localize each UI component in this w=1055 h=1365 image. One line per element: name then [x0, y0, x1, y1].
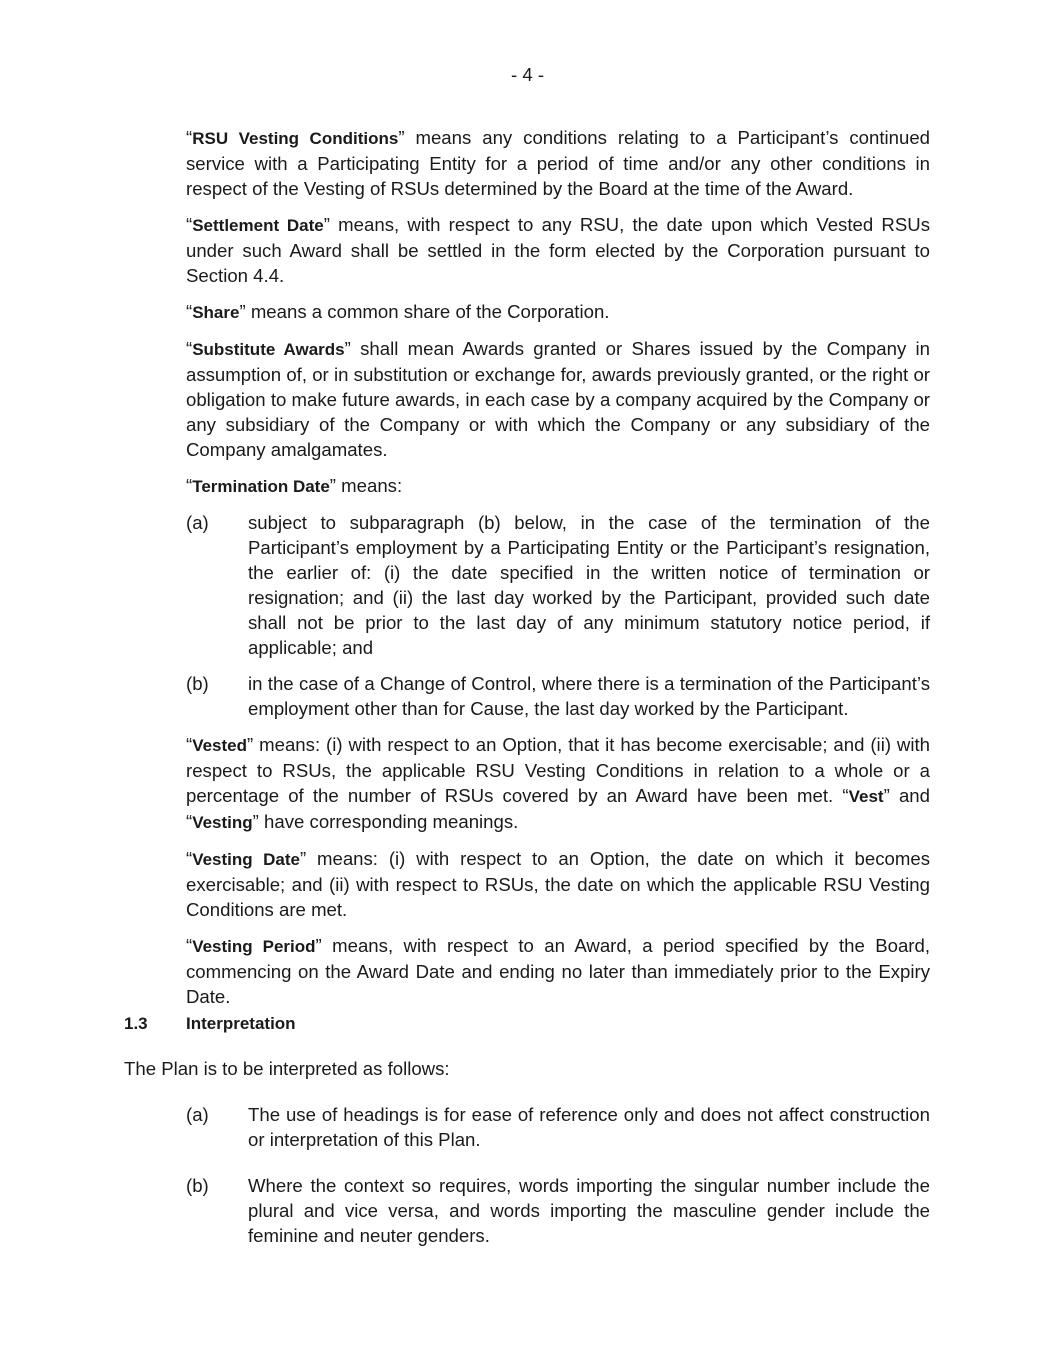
- quote-close: ”: [398, 127, 405, 148]
- defined-term: Vesting: [192, 813, 253, 832]
- definition-text: means: (i) with respect to an Option, that it has become exercisable; and (ii) with respect to RSUs, the applicable RSU Vesting Conditions in relation to a whole or a percentage of the number of RSUs covered by an Award have been met.: [186, 734, 930, 806]
- defined-term: Termination Date: [192, 477, 330, 496]
- section-title: Interpretation: [186, 1014, 296, 1033]
- page-number: - 4 -: [510, 64, 545, 85]
- quote-open: “: [842, 785, 849, 806]
- list-item: [186, 1173, 930, 1248]
- definition-text: means:: [336, 475, 403, 496]
- definition-text: have corresponding meanings.: [258, 811, 519, 832]
- list-item: [186, 1102, 930, 1152]
- definition-rsu-vesting-conditions: [186, 125, 930, 201]
- definition-vested: [186, 732, 930, 835]
- definition-substitute-awards: [186, 336, 930, 462]
- list-item-text: in the case of a Change of Control, where there is a termination of the Participant’s employment other than for Cause, the last day worked by the Participant.: [248, 673, 930, 719]
- defined-term: RSU Vesting Conditions: [192, 129, 399, 148]
- list-item: [186, 510, 930, 660]
- definition-text: means a common share of the Corporation.: [245, 301, 610, 322]
- quote-open: “: [186, 848, 193, 869]
- definition-text: means, with respect to any RSU, the date upon which Vested RSUs under such Award shall be settled in the form elected by the Corporation pursuant to Section 4.4.: [186, 214, 930, 286]
- defined-term: Settlement Date: [192, 216, 324, 235]
- quote-open: “: [186, 475, 193, 496]
- section-intro: The Plan is to be interpreted as follows:: [124, 1058, 450, 1079]
- definition-text: and: [889, 785, 930, 806]
- definition-text: means, with respect to an Award, a period specified by the Board, commencing on the Award Date and ending no later than immediately prior to the Expiry Date.: [186, 935, 930, 1007]
- quote-open: “: [186, 214, 193, 235]
- definition-text: means any conditions relating to a Participant’s continued service with a Participating Entity for a period of time and/or any other conditions in respect of the Vesting of RSUs determined by the Board at the time of the Award.: [186, 127, 930, 199]
- definition-settlement-date: [186, 212, 930, 288]
- interpretation-list: [186, 1102, 930, 1269]
- quote-open: “: [186, 338, 193, 359]
- defined-term: Vesting Period: [192, 937, 316, 956]
- list-item-text: subject to subparagraph (b) below, in the case of the termination of the Participant’s employment by a Participating Entity or the Participant’s resignation, the earlier of: (i) the date specified in the written notice of termination or resignation; and (ii) the last day worked by the Participant, provided such date shall not be prior to the last day of any minimum statutory notice period, if applicable; and: [248, 512, 930, 658]
- quote-open: “: [186, 734, 193, 755]
- list-marker: (a): [186, 512, 209, 533]
- quote-close: ”: [344, 338, 351, 359]
- quote-open: “: [186, 935, 193, 956]
- defined-term: Vested: [192, 736, 248, 755]
- list-item-text: Where the context so requires, words importing the singular number include the plural and vice versa, and words importing the masculine gender include the feminine and neuter genders.: [248, 1175, 930, 1246]
- definition-share: [186, 299, 930, 325]
- quote-close: ”: [323, 214, 330, 235]
- definitions-block: [186, 125, 930, 1020]
- definition-termination-date: [186, 473, 930, 499]
- definition-text: shall mean Awards granted or Shares issued by the Company in assumption of, or in substitution or exchange for, awards previously granted, or the right or obligation to make future awards, in each case by a company acquired by the Company or any subsidiary of the Company or with which the Company or any subsidiary of the Company amalgamates.: [186, 338, 930, 460]
- defined-term: Vesting Date: [192, 850, 300, 869]
- defined-term: Share: [192, 303, 240, 322]
- quote-open: “: [186, 301, 193, 322]
- termination-date-list: [186, 510, 930, 721]
- list-marker: (b): [186, 1175, 209, 1196]
- defined-term: Substitute Awards: [192, 340, 345, 359]
- quote-open: “: [186, 811, 193, 832]
- quote-close: ”: [329, 475, 336, 496]
- list-marker: (b): [186, 673, 209, 694]
- quote-close: ”: [883, 785, 890, 806]
- defined-term: Vest: [848, 787, 884, 806]
- definition-vesting-date: [186, 846, 930, 922]
- section-number: 1.3: [124, 1014, 148, 1033]
- list-marker: (a): [186, 1104, 209, 1125]
- list-item-text: The use of headings is for ease of reference only and does not affect construction or interpretation of this Plan.: [248, 1104, 930, 1150]
- quote-open: “: [186, 127, 193, 148]
- section-heading: [124, 1011, 296, 1036]
- definition-vesting-period: [186, 933, 930, 1009]
- quote-close: ”: [315, 935, 322, 956]
- quote-close: ”: [252, 811, 259, 832]
- quote-close: ”: [299, 848, 307, 869]
- quote-close: ”: [239, 301, 246, 322]
- definition-text: means: (i) with respect to an Option, the date on which it becomes exercisable; and (ii) with respect to RSUs, the date on which the applicable RSU Vesting Conditions are met.: [186, 848, 930, 920]
- quote-close: ”: [247, 734, 254, 755]
- list-item: [186, 671, 930, 721]
